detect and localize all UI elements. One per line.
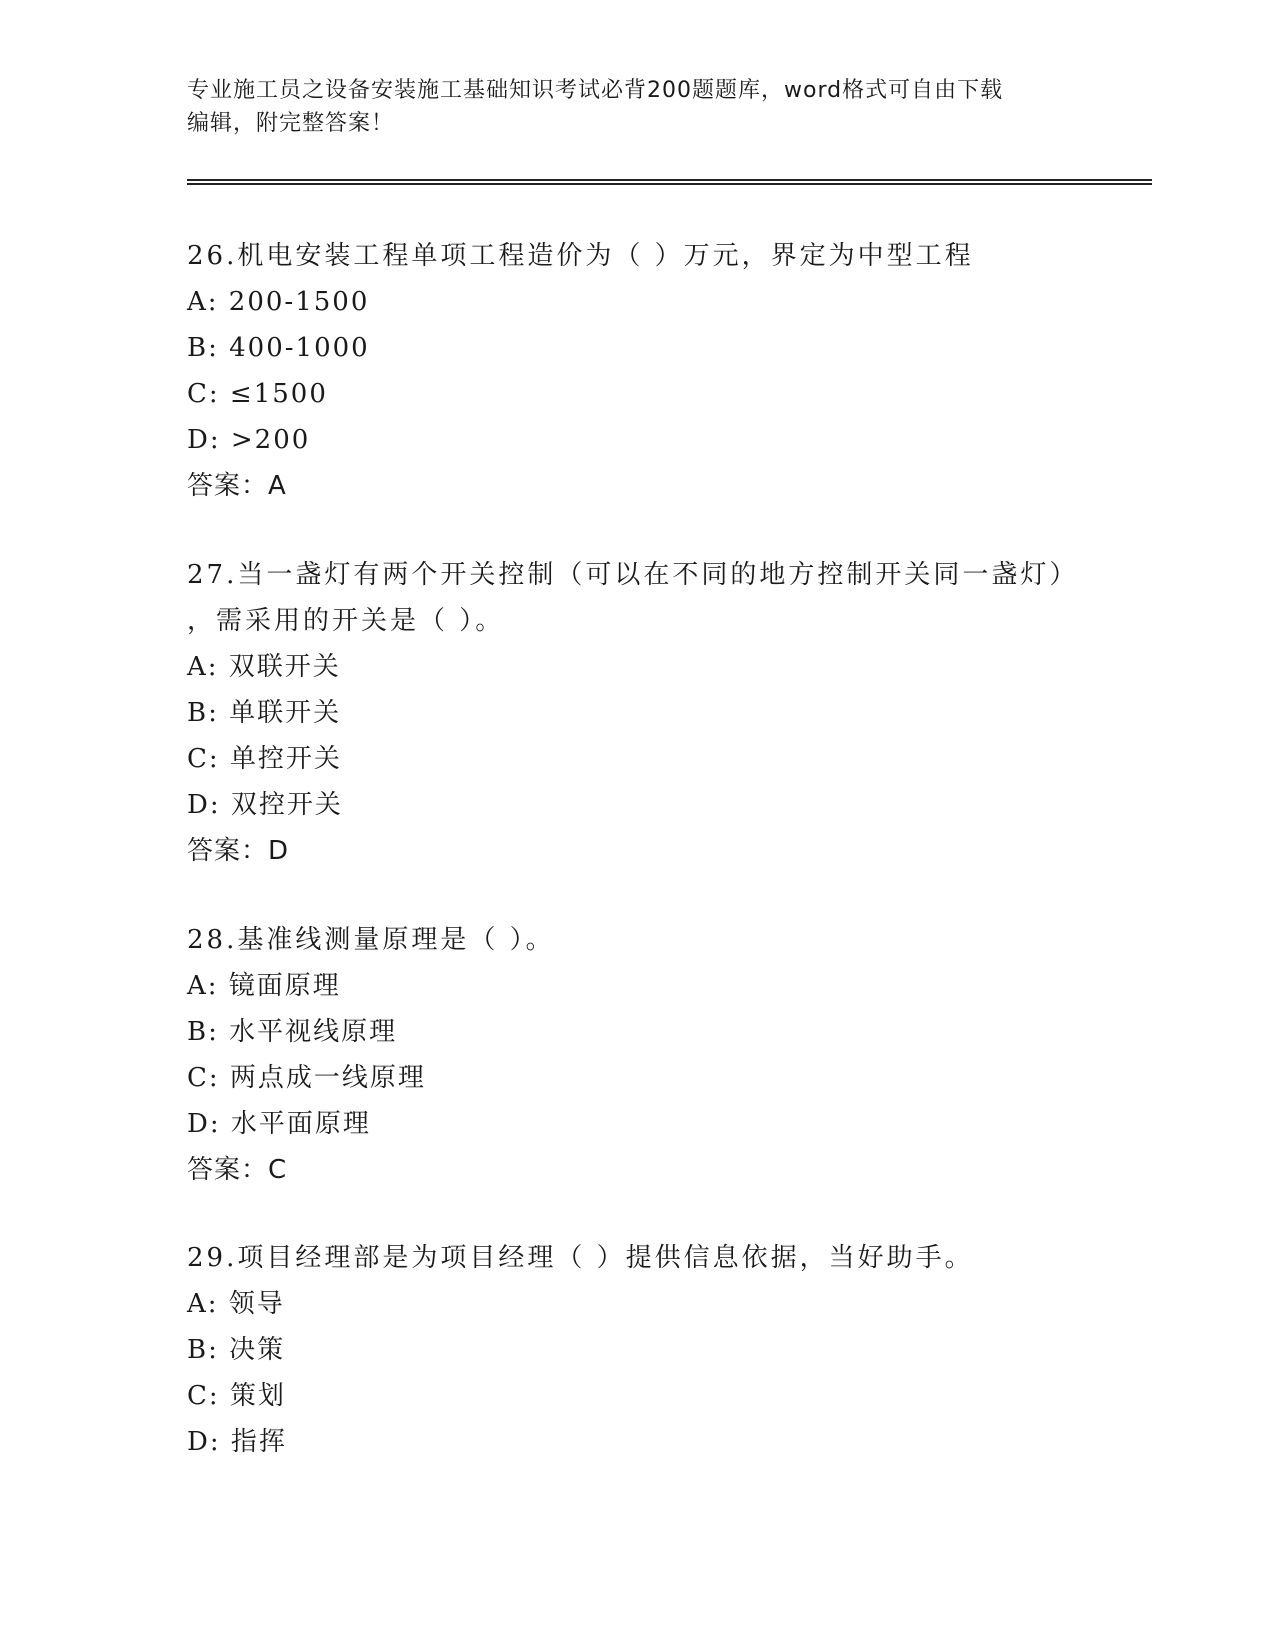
document-header <box>187 74 1067 140</box>
header-line-2: 编辑，附完整答案！ <box>187 111 395 136</box>
option-c: C: 策划 <box>187 1381 286 1411</box>
question-stem: 27.当一盏灯有两个开关控制（可以在不同的地方控制开关同一盏灯） <box>187 560 1079 590</box>
answer: 答案：D <box>187 836 290 866</box>
option-d: D: 双控开关 <box>187 790 343 820</box>
question-26 <box>187 233 1117 509</box>
option-c: C: ≤1500 <box>187 379 328 409</box>
question-stem: 28.基准线测量原理是（ ）。 <box>187 925 555 955</box>
option-a: A: 镜面原理 <box>187 971 341 1001</box>
answer: 答案：A <box>187 471 287 501</box>
option-b: B: 400-1000 <box>187 333 370 363</box>
question-29 <box>187 1235 1117 1465</box>
option-a: A: 领导 <box>187 1289 285 1319</box>
question-stem-continued: ，需采用的开关是（ ）。 <box>187 606 505 636</box>
header-divider-bottom <box>187 183 1152 185</box>
option-c: C: 两点成一线原理 <box>187 1063 426 1093</box>
option-d: D: >200 <box>187 425 311 455</box>
option-a: A: 200-1500 <box>187 287 370 317</box>
option-d: D: 水平面原理 <box>187 1109 371 1139</box>
header-line-1: 专业施工员之设备安装施工基础知识考试必背200题题库，word格式可自由下载 <box>187 78 1004 103</box>
option-d: D: 指挥 <box>187 1427 287 1457</box>
question-stem: 26.机电安装工程单项工程造价为（ ）万元，界定为中型工程 <box>187 241 974 271</box>
question-28 <box>187 917 1117 1193</box>
option-c: C: 单控开关 <box>187 744 342 774</box>
answer: 答案：C <box>187 1155 288 1185</box>
option-b: B: 水平视线原理 <box>187 1017 398 1047</box>
question-27 <box>187 552 1117 874</box>
option-b: B: 决策 <box>187 1335 286 1365</box>
option-b: B: 单联开关 <box>187 698 342 728</box>
question-stem: 29.项目经理部是为项目经理（ ）提供信息依据，当好助手。 <box>187 1243 974 1273</box>
header-divider-top <box>187 179 1152 181</box>
option-a: A: 双联开关 <box>187 652 341 682</box>
